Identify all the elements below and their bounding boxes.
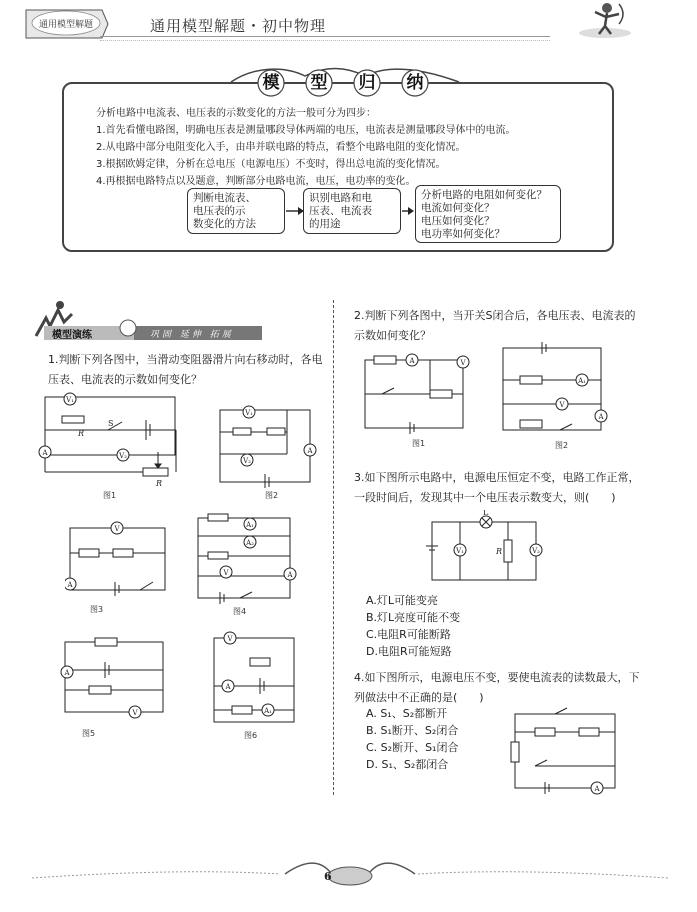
- q1-figure-caption: 图1: [103, 491, 117, 500]
- svg-text:R: R: [78, 429, 85, 438]
- flow-box-identify: 识别电路和电 压表、电流表 的用途: [303, 188, 401, 234]
- svg-text:V: V: [223, 569, 229, 577]
- q1-figure-6: [208, 630, 300, 730]
- option-c: C. S₂断开、S₁闭合: [366, 741, 459, 754]
- q1-figure-4: [190, 512, 300, 604]
- question-4-options: [366, 705, 458, 773]
- option-d: D. S₁、S₂都闭合: [366, 758, 449, 771]
- svg-text:V: V: [559, 401, 565, 409]
- svg-text:V₂: V₂: [532, 547, 540, 555]
- svg-text:L: L: [483, 510, 489, 517]
- q1-figure-caption: 图2: [265, 491, 279, 500]
- summary-step: 2.从电路中部分电阻变化入手，由串并联电路的特点，看整个电路电阻的变化情况。: [96, 142, 466, 153]
- q1-figure-caption: 图3: [90, 605, 104, 614]
- question-2-text: 2.判断下列各图中，当开关S闭合后，各电压表、电流表的 示数如何变化？: [354, 309, 636, 342]
- q1-figure-5: [55, 632, 173, 722]
- page-number: 6: [324, 870, 332, 883]
- column-divider: [333, 300, 334, 795]
- svg-text:A: A: [409, 357, 415, 365]
- q4-figure: [505, 706, 625, 796]
- svg-text:S: S: [108, 419, 114, 428]
- svg-text:A₂: A₂: [246, 539, 254, 547]
- svg-text:V: V: [460, 359, 466, 367]
- svg-text:A₁: A₁: [246, 521, 254, 529]
- header-title: 通用模型解题・初中物理: [150, 17, 327, 35]
- header-rule-dotted: [100, 40, 550, 41]
- question-3-text: 3.如下图所示电路中，电源电压恒定不变，电路工作正常， 一段时间后，发现其中一个电压表示数变大，则( ): [354, 471, 640, 504]
- q2-figure-2: [498, 340, 608, 440]
- practice-tags: 巩固 延伸 拓展: [150, 330, 234, 340]
- svg-text:V₁: V₁: [456, 547, 464, 555]
- footer-ornament: [30, 858, 670, 888]
- flow-box-method: 判断电流表、 电压表的示 数变化的方法: [187, 188, 285, 234]
- svg-text:A₁: A₁: [578, 377, 586, 385]
- option-a: A.灯L可能变亮: [366, 594, 438, 607]
- option-b: B.灯L亮度可能不变: [366, 611, 461, 624]
- q2-figure-caption: 图1: [412, 439, 426, 448]
- q2-figure-1: [360, 350, 470, 434]
- question-3-options: [366, 592, 460, 660]
- svg-text:V: V: [132, 709, 138, 717]
- summary-step: 4.再根据电路特点以及题意，判断部分电路电流，电压，电功率的变化。: [96, 176, 416, 187]
- q2-figure-caption: 图2: [555, 441, 569, 450]
- flow-box-analyze: 分析电路的电阻如何变化？ 电流如何变化？ 电压如何变化？ 电功率如何变化？: [415, 185, 561, 243]
- svg-text:R: R: [156, 479, 163, 488]
- svg-text:A: A: [307, 447, 313, 455]
- option-b: B. S₁断开、S₂闭合: [366, 724, 459, 737]
- header-rule: [100, 36, 550, 37]
- q1-figure-3: [65, 518, 175, 598]
- svg-text:A: A: [225, 683, 231, 691]
- svg-text:通用模型解题: 通用模型解题: [38, 20, 94, 30]
- option-d: D.电阻R可能短路: [366, 645, 452, 658]
- q3-figure: [420, 510, 550, 586]
- svg-text:A: A: [598, 413, 604, 421]
- archer-mascot-icon: [575, 0, 635, 38]
- svg-text:V₁: V₁: [66, 396, 74, 404]
- q1-figure-caption: 图4: [233, 607, 247, 616]
- summary-step: 1.首先看懂电路图，明确电压表是测量哪段导体两端的电压，电流表是测量哪段导体中的电流。: [96, 125, 516, 136]
- summary-heading-char: 型: [310, 73, 328, 93]
- option-c: C.电阻R可能断路: [366, 628, 451, 641]
- q1-figure-caption: 图5: [82, 729, 96, 738]
- svg-text:V: V: [114, 525, 120, 533]
- svg-text:V₂: V₂: [243, 457, 251, 465]
- question-4-text: 4.如下图所示，电源电压不变，要使电流表的读数最大，下 列做法中不正确的是( ): [354, 671, 640, 704]
- summary-step: 3.根据欧姆定律，分析在总电压（电源电压）不变时，得出总电流的变化情况。: [96, 159, 446, 170]
- q1-figure-2: [217, 404, 317, 488]
- svg-text:R: R: [496, 547, 503, 556]
- svg-text:A: A: [287, 571, 293, 579]
- q1-figure-1: [38, 392, 188, 488]
- svg-text:A: A: [594, 785, 600, 793]
- summary-intro: 分析电路中电流表、电压表的示数变化的方法一般可分为四步：: [96, 108, 376, 119]
- flow-arrows: [284, 204, 416, 218]
- svg-text:V: V: [227, 635, 233, 643]
- question-1-text: 1.判断下列各图中，当滑动变阻器滑片向右移动时，各电 压表、电流表的示数如何变化？: [48, 353, 323, 386]
- practice-label: 模型演练: [52, 330, 92, 341]
- svg-text:A: A: [67, 581, 73, 589]
- header-logo: [22, 6, 110, 40]
- option-a: A. S₁、S₂都断开: [366, 707, 448, 720]
- q1-figure-caption: 图6: [244, 731, 258, 740]
- svg-text:A₁: A₁: [264, 707, 272, 715]
- summary-heading-char: 归: [358, 73, 376, 93]
- summary-heading-char: 模: [262, 73, 280, 93]
- svg-text:A: A: [64, 669, 70, 677]
- svg-text:V₁: V₁: [245, 409, 253, 417]
- summary-heading-char: 纳: [406, 73, 424, 93]
- svg-text:A: A: [42, 449, 48, 457]
- svg-text:V₂: V₂: [119, 452, 127, 460]
